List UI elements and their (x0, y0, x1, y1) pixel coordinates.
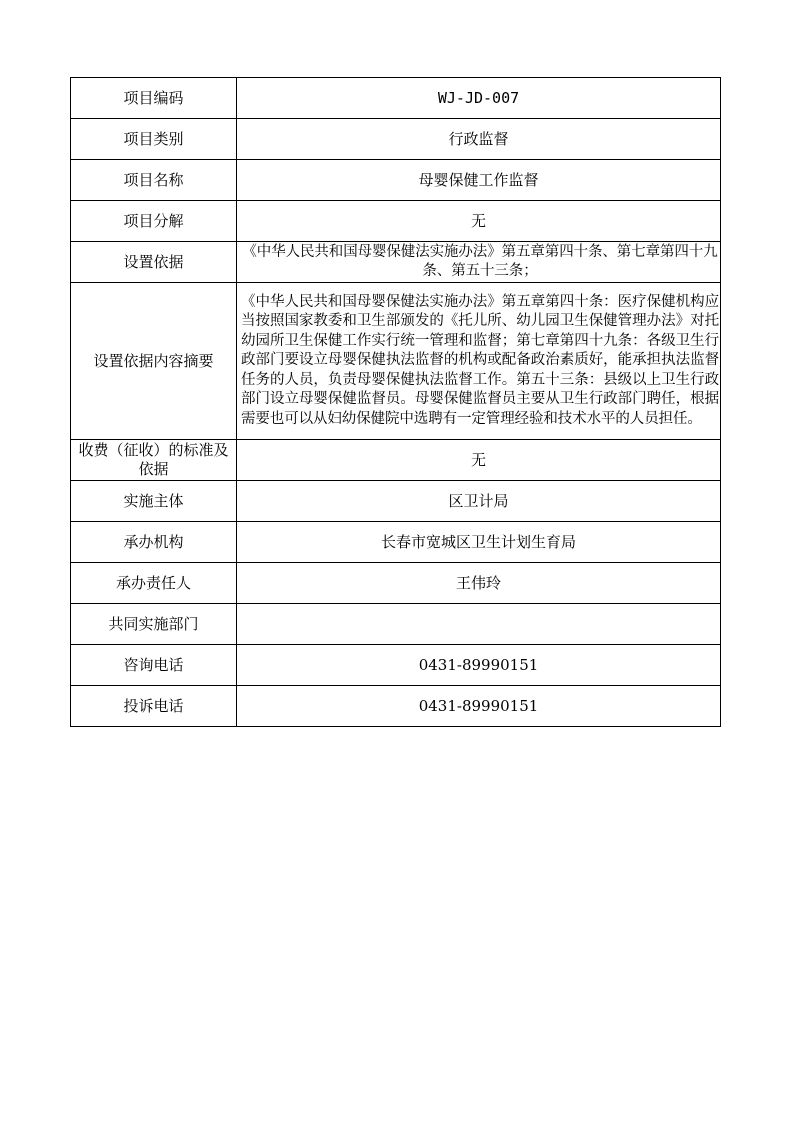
table-row (71, 201, 721, 242)
table-row (71, 78, 721, 119)
row-value-item-breakdown: 无 (237, 201, 721, 242)
row-label-responsible-person: 承办责任人 (71, 563, 237, 604)
row-label-joint-department: 共同实施部门 (71, 604, 237, 645)
table-row (71, 440, 721, 481)
row-label-fee-standard-cell (71, 440, 237, 481)
row-label-handling-agency: 承办机构 (71, 522, 237, 563)
row-value-basis-summary: 《中华人民共和国母婴保健法实施办法》第五章第四十条：医疗保健机构应当按照国家教委和卫生部颁发的《托儿所、幼儿园卫生保健管理办法》对托幼园所卫生保健工作实行统一管理和监督；第七章第四十九条：各级卫生行政部门要设立母婴保健执法监督的机构或配备政治素质好，能承担执法监督任务的人员，负责母婴保健执法监督工作。第五十三条：县级以上卫生行政部门设立母婴保健监督员。母婴保健监督员主要从卫生行政部门聘任，根据需要也可以从妇幼保健院中选聘有一定管理经验和技术水平的人员担任。 (237, 283, 721, 440)
table-row (71, 481, 721, 522)
table-row (71, 522, 721, 563)
row-label-item-code: 项目编码 (71, 78, 237, 119)
row-label-inquiry-phone: 咨询电话 (71, 645, 237, 686)
row-value-implementing-body: 区卫计局 (237, 481, 721, 522)
row-label-item-category: 项目类别 (71, 119, 237, 160)
table-row (71, 563, 721, 604)
row-label-item-breakdown: 项目分解 (71, 201, 237, 242)
row-value-legal-basis: 《中华人民共和国母婴保健法实施办法》第五章第四十条、第七章第四十九条、第五十三条； (237, 242, 721, 283)
item-info-table (70, 77, 721, 727)
row-label-fee-standard: 收费（征收）的标准及依据 (78, 441, 229, 478)
row-label-basis-summary: 设置依据内容摘要 (71, 283, 237, 440)
table-row (71, 242, 721, 283)
row-label-item-name: 项目名称 (71, 160, 237, 201)
row-value-responsible-person: 王伟玲 (237, 563, 721, 604)
table-row (71, 604, 721, 645)
row-value-complaint-phone: 0431-89990151 (237, 686, 721, 727)
row-label-legal-basis: 设置依据 (71, 242, 237, 283)
row-value-inquiry-phone: 0431-89990151 (237, 645, 721, 686)
row-value-item-code: WJ-JD-007 (237, 78, 721, 119)
table-row (71, 645, 721, 686)
row-value-item-name: 母婴保健工作监督 (237, 160, 721, 201)
row-label-implementing-body: 实施主体 (71, 481, 237, 522)
table-row (71, 283, 721, 440)
row-label-complaint-phone: 投诉电话 (71, 686, 237, 727)
row-value-joint-department (237, 604, 721, 645)
table-row (71, 686, 721, 727)
row-value-handling-agency: 长春市宽城区卫生计划生育局 (237, 522, 721, 563)
row-value-fee-standard: 无 (237, 440, 721, 481)
table-row (71, 160, 721, 201)
row-value-item-category: 行政监督 (237, 119, 721, 160)
table-row (71, 119, 721, 160)
